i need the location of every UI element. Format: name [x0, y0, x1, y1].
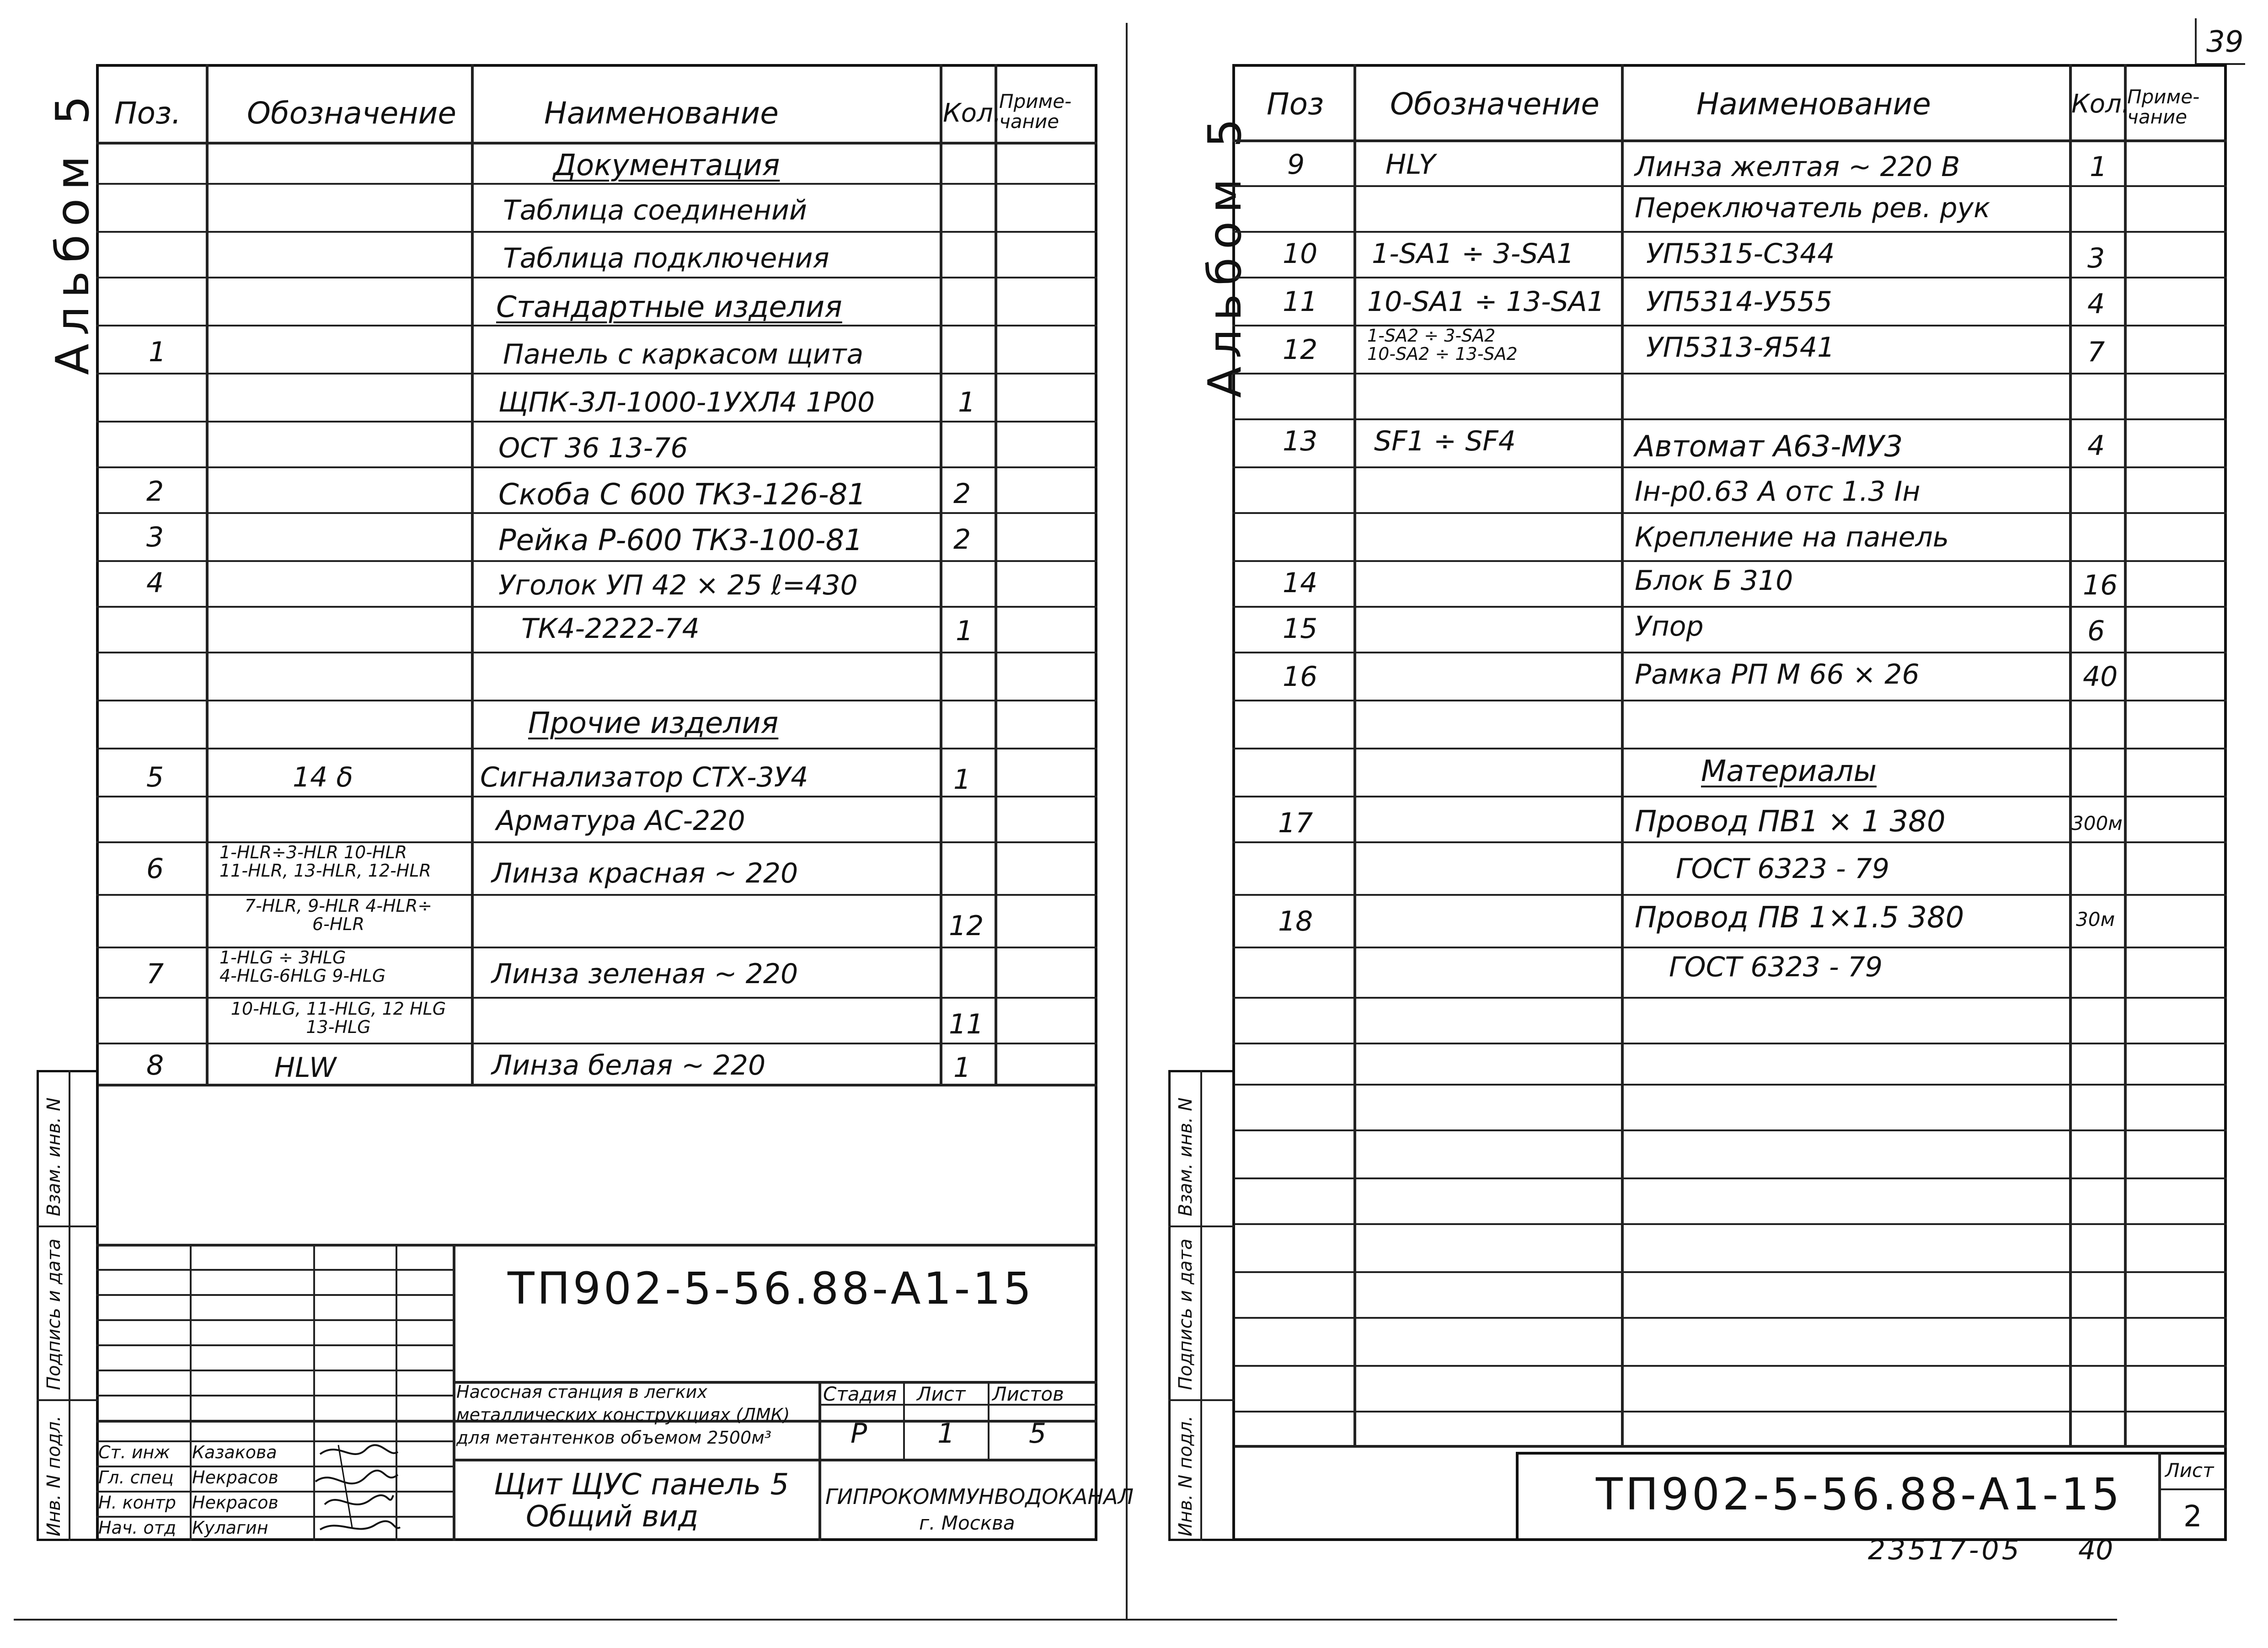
left-row-pos: 6 [146, 853, 164, 885]
left-row-qty: 2 [953, 478, 971, 510]
right-doc-code: ТП902-5-56.88-А1-15 [1596, 1469, 2123, 1520]
right-row-qty: 7 [2087, 336, 2105, 368]
right-row-name: ГОСТ 6323 - 79 [1676, 853, 1890, 885]
right-row-pos: 16 [1283, 661, 1318, 693]
right-header-note: Приме- чание [2127, 86, 2200, 128]
left-project-line: для метантенков объемом 2500м³ [456, 1428, 772, 1448]
right-header-qty: Кол. [2071, 89, 2130, 119]
left-side-label: Взам. инв. N [43, 1097, 64, 1216]
right-sheet-label: Лист [2165, 1459, 2214, 1482]
left-row-qty: 1 [953, 764, 971, 796]
left-row-qty: 1 [956, 615, 974, 647]
left-row-qty: 12 [949, 910, 984, 942]
right-row-name: Автомат А63-МУ3 [1635, 430, 1903, 464]
left-row-pos: 5 [146, 761, 164, 793]
left-project-line: металлических конструкциях (ЛМК) [456, 1405, 790, 1425]
left-row-name: Рейка Р-600 ТК3-100-81 [498, 524, 863, 557]
left-org: ГИПРОКОММУНВОДОКАНАЛ [825, 1484, 1134, 1509]
right-side-label: Инв. N подл. [1175, 1415, 1196, 1536]
right-row-name: УП5314-У555 [1646, 286, 1833, 318]
left-row-designation: 14 δ [293, 761, 353, 793]
right-row-name: Провод ПВ 1×1.5 380 [1635, 901, 1964, 935]
right-side-label: Взам. инв. N [1175, 1097, 1196, 1216]
left-row-name: Линза белая ~ 220 [492, 1049, 766, 1081]
left-row-designation: 1-HLG ÷ 3HLG 4-HLG-6HLG 9-HLG [219, 947, 386, 986]
left-staff-person: Казакова [192, 1442, 277, 1462]
left-row-name: Таблица соединений [503, 194, 807, 226]
left-row-name: Таблица подключения [503, 242, 829, 274]
left-album-label: Альбом 5 [46, 87, 99, 375]
left-staff-person: Кулагин [192, 1518, 268, 1538]
right-row-qty: 1 [2090, 151, 2108, 183]
right-row-pos: 10 [1283, 238, 1318, 270]
right-row-pos: 11 [1283, 286, 1318, 318]
right-row-name: Провод ПВ1 × 1 380 [1635, 805, 1946, 839]
left-row-name: Сигнализатор СТХ-3У4 [480, 761, 808, 793]
left-sheets-label: Листов [992, 1383, 1064, 1405]
left-sheets: 5 [1029, 1418, 1047, 1450]
left-staff-role: Нач. отд [98, 1518, 177, 1538]
right-row-name: Блок Б 310 [1635, 565, 1793, 597]
left-row-designation: 7-HLR, 9-HLR 4-HLR÷ 6-HLR [244, 896, 433, 934]
left-sheet: 1 [937, 1418, 955, 1450]
left-row-qty: 2 [953, 524, 971, 556]
left-drawing-line: Общий вид [526, 1500, 699, 1534]
left-sheet-label: Лист [917, 1383, 966, 1405]
left-staff-role: Н. контр [98, 1493, 177, 1513]
right-row-name: ГОСТ 6323 - 79 [1669, 951, 1883, 983]
left-row-designation: 10-HLG, 11-HLG, 12 HLG 13-HLG [230, 999, 446, 1037]
left-section-standard: Стандартные изделия [496, 290, 842, 324]
left-row-name: ТК4-2222-74 [521, 613, 700, 645]
right-row-qty: 3 [2087, 242, 2105, 274]
left-staff-role: Гл. спец [98, 1467, 174, 1487]
right-row-pos: 14 [1283, 567, 1318, 599]
left-header-pos: Поз. [114, 96, 182, 131]
right-row-pos: 12 [1283, 334, 1318, 366]
left-stage-label: Стадия [823, 1383, 897, 1405]
left-row-name: Уголок УП 42 × 25 ℓ=430 [498, 569, 858, 601]
right-row-qty: 4 [2087, 288, 2105, 320]
left-drawing-line: Щит ЩУС панель 5 [494, 1468, 789, 1502]
right-row-qty: 40 [2083, 661, 2118, 693]
right-section-materials: Материалы [1701, 754, 1877, 788]
right-row-designation: HLY [1385, 149, 1436, 181]
right-row-qty: 4 [2087, 430, 2105, 462]
left-row-pos: 3 [146, 521, 164, 553]
archive-number: 23517-05 [1868, 1534, 2022, 1566]
left-section-other: Прочие изделия [528, 706, 779, 740]
right-row-pos: 13 [1283, 425, 1318, 457]
right-side-label: Подпись и дата [1175, 1238, 1196, 1390]
left-row-pos: 7 [146, 958, 164, 990]
right-row-designation: 1-SA2 ÷ 3-SA2 10-SA2 ÷ 13-SA2 [1367, 326, 1518, 364]
left-row-name: Линза зеленая ~ 220 [492, 958, 798, 990]
right-row-pos: 18 [1278, 905, 1313, 937]
right-row-name: Линза желтая ~ 220 В [1635, 151, 1960, 183]
left-staff-person: Некрасов [192, 1493, 278, 1513]
right-row-qty: 30м [2076, 908, 2115, 931]
right-album-label: Альбом 5 [1198, 110, 1252, 398]
right-row-name: Переключатель рев. рук [1635, 192, 1990, 224]
right-row-qty: 6 [2087, 615, 2105, 647]
left-row-designation: HLW [274, 1052, 337, 1084]
right-row-qty: 300м [2071, 812, 2123, 835]
left-staff-role: Ст. инж [98, 1442, 170, 1462]
right-row-name: Рамка РП М 66 × 26 [1635, 658, 1920, 690]
right-row-pos: 17 [1278, 807, 1313, 839]
left-side-label: Подпись и дата [43, 1238, 64, 1390]
left-row-qty: 1 [953, 1052, 971, 1084]
left-row-name: Панель с каркасом щита [503, 338, 864, 370]
right-row-pos: 9 [1287, 149, 1305, 181]
left-header-note: Приме- чание [999, 90, 1072, 133]
right-row-designation: 1-SA1 ÷ 3-SA1 [1372, 238, 1574, 270]
left-row-name: Линза красная ~ 220 [492, 857, 798, 889]
right-header-pos: Поз [1267, 86, 1324, 122]
left-header-name: Наименование [544, 96, 779, 131]
bottom-line [14, 1619, 2117, 1621]
left-header-designation: Обозначение [247, 96, 456, 131]
left-row-pos: 8 [146, 1049, 164, 1081]
signature-scribbles [311, 1436, 402, 1541]
left-city: г. Москва [919, 1512, 1015, 1534]
left-doc-code: ТП902-5-56.88-А1-15 [508, 1263, 1034, 1314]
left-row-pos: 4 [146, 567, 164, 599]
right-row-designation: 10-SA1 ÷ 13-SA1 [1367, 286, 1605, 318]
left-project-line: Насосная станция в легких [456, 1382, 707, 1402]
right-row-name: УП5315-С344 [1646, 238, 1835, 270]
right-row-designation: SF1 ÷ SF4 [1374, 425, 1516, 457]
page-number-box-edge [2195, 18, 2197, 64]
left-row-pos: 2 [146, 476, 164, 508]
right-row-qty: 16 [2083, 569, 2118, 601]
left-row-qty: 11 [949, 1008, 984, 1040]
left-staff-person: Некрасов [192, 1467, 278, 1487]
right-sheet: 2 [2183, 1500, 2202, 1534]
right-header-designation: Обозначение [1390, 86, 1599, 122]
left-row-name: ЩПК-3Л-1000-1УХЛ4 1Р00 [498, 386, 875, 418]
right-header-name: Наименование [1696, 86, 1931, 122]
archive-page: 40 [2078, 1534, 2113, 1566]
left-side-label: Инв. N подл. [43, 1415, 64, 1536]
left-row-pos: 1 [149, 336, 166, 368]
left-row-name: ОСТ 36 13-76 [498, 432, 688, 464]
fold-line [1126, 23, 1128, 1619]
right-row-name: Iн-р0.63 А отс 1.3 Iн [1635, 476, 1920, 508]
right-row-name: УП5313-Я541 [1646, 332, 1835, 364]
left-row-name: Арматура АС-220 [496, 805, 745, 837]
left-header-qty: Кол. [943, 98, 1001, 128]
left-section-docs: Документация [553, 149, 780, 182]
left-title-block-top [96, 1244, 1097, 1247]
left-stage: Р [850, 1418, 867, 1450]
page-number: 39 [2206, 25, 2244, 59]
right-row-name: Крепление на панель [1635, 521, 1949, 553]
left-row-designation: 1-HLR÷3-HLR 10-HLR 11-HLR, 13-HLR, 12-HLR [219, 842, 431, 881]
right-row-name: Упор [1635, 610, 1704, 642]
left-row-name: Скоба С 600 ТК3-126-81 [498, 478, 867, 512]
left-row-qty: 1 [958, 386, 976, 418]
right-row-pos: 15 [1283, 613, 1318, 645]
